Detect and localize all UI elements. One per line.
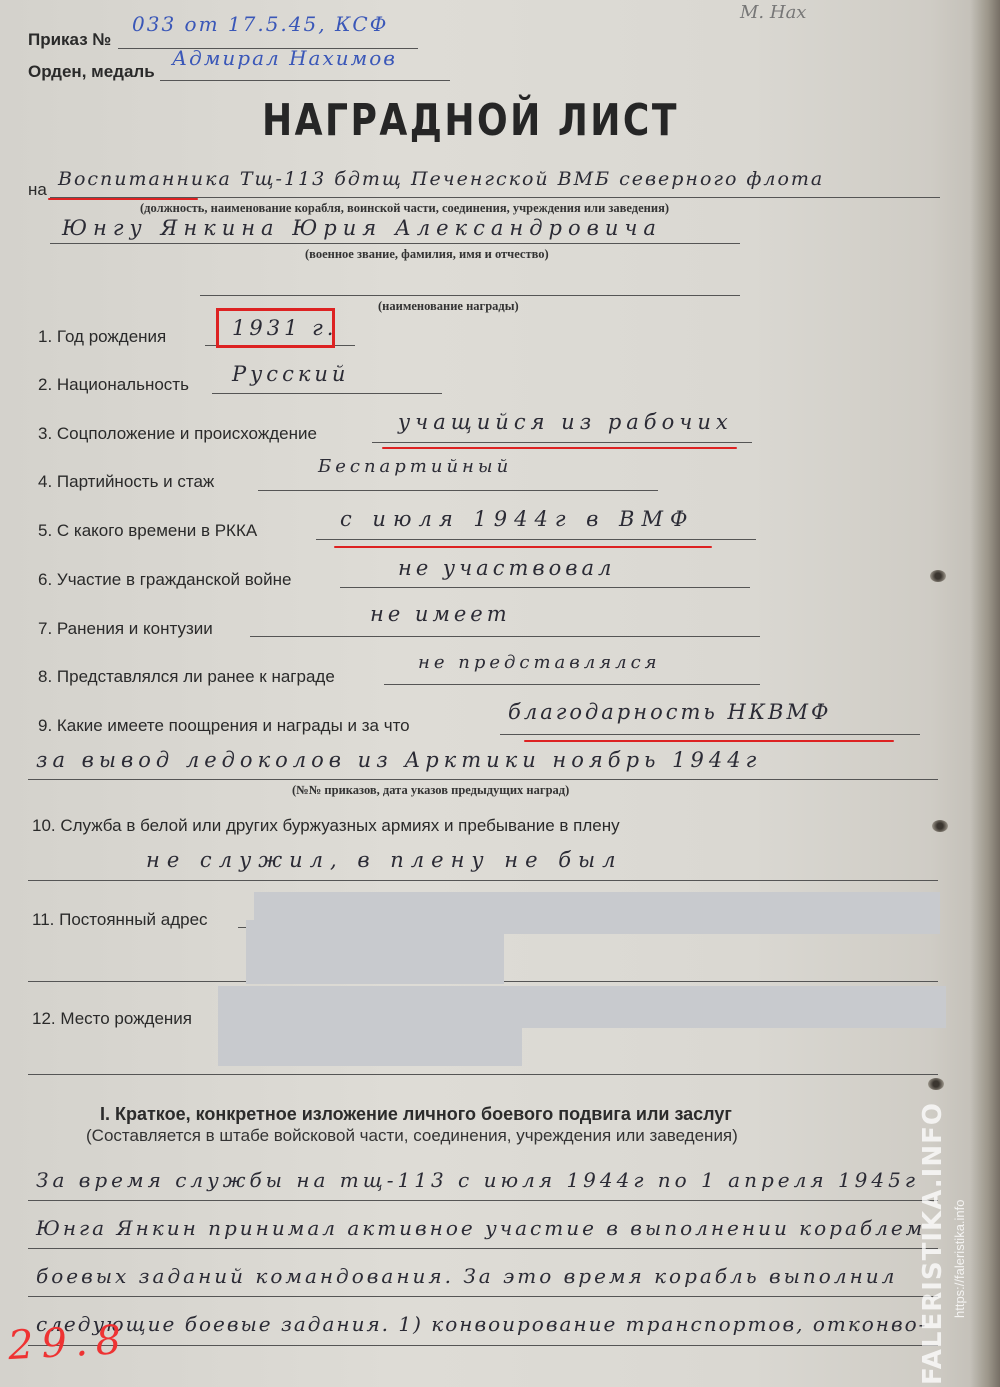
binding-hole	[930, 570, 946, 582]
field-value-rkka: с июля 1944г в ВМФ	[340, 507, 695, 531]
field-label-white-army: 10. Служба в белой или других буржуазных армиях и пребывание в плену	[32, 816, 620, 835]
recipient-on-label: на	[28, 180, 47, 199]
social-red-underline	[382, 447, 737, 449]
name-line	[50, 243, 740, 244]
field-value-civil-war: не участвовал	[398, 556, 616, 580]
order-value: 033 от 17.5.45, КСФ	[132, 12, 389, 36]
narrative-line-text: Юнга Янкин принимал активное участие в выполнении кораблем	[36, 1216, 926, 1240]
field-label-civil-war: 6. Участие в гражданской войне	[38, 570, 292, 589]
unit-value: Воспитанника Тщ-113 бдтщ Печенгской ВМБ северного флота	[58, 168, 825, 190]
commendations-red-underline	[524, 740, 894, 742]
corner-pencil-note: М. Нах	[740, 2, 807, 23]
narrative-line	[28, 1200, 938, 1201]
award-line	[200, 295, 740, 296]
field-line	[212, 393, 442, 394]
field-line	[28, 779, 938, 780]
margin-red-note: 29.8	[6, 1316, 131, 1370]
field-label-prev-award: 8. Представлялся ли ранее к награде	[38, 667, 335, 686]
unit-red-underline	[48, 198, 198, 200]
unit-caption: (должность, наименование корабля, воинской части, соединения, учреждения или заведения)	[140, 201, 670, 215]
field-line	[500, 734, 920, 735]
binding-hole	[928, 1078, 944, 1090]
medal-line	[160, 80, 450, 81]
field-value-social: учащийся из рабочих	[398, 410, 733, 434]
field-line	[250, 636, 760, 637]
narrative-line-text: За время службы на тщ-113 с июля 1944г по 1 апреля 1945г	[36, 1168, 919, 1192]
recipient-name: Юнгу Янкина Юрия Александровича	[62, 216, 662, 240]
field-value-prev-award: не представлялся	[418, 652, 661, 673]
field-label-birthplace: 12. Место рождения	[32, 1009, 192, 1028]
field-label-wounds: 7. Ранения и контузии	[38, 619, 213, 638]
field-label-rkka: 5. С какого времени в РККА	[38, 521, 258, 540]
narrative-line-text: боевых заданий командования. За это время корабль выполнил	[36, 1264, 898, 1288]
watermark-url: https://faleristika.info	[952, 1199, 967, 1318]
field-label-nationality: 2. Национальность	[38, 375, 189, 394]
rkka-red-underline	[334, 546, 712, 548]
narrative-line-text: следующие боевые задания. 1) конвоирование транспортов, отконво-	[36, 1312, 928, 1336]
medal-value: Адмирал Нахимов	[172, 46, 397, 70]
field-label-address: 11. Постоянный адрес	[32, 910, 208, 929]
redaction-block	[246, 920, 504, 984]
medal-label: Орден, медаль	[28, 62, 155, 81]
field-line	[340, 587, 750, 588]
field-line	[384, 684, 760, 685]
award-caption: (наименование награды)	[378, 299, 519, 313]
field-line	[28, 1074, 938, 1075]
binding-hole	[932, 820, 948, 832]
field-value-commendations: благодарность НКВМФ	[508, 700, 832, 724]
field-value-birth-year: 1931 г.	[232, 316, 338, 340]
field-label-party: 4. Партийность и стаж	[38, 472, 215, 491]
redaction-block	[218, 1026, 522, 1066]
field-line	[316, 539, 756, 540]
field-value-wounds: не имеет	[370, 602, 511, 626]
field-value-nationality: Русский	[232, 362, 350, 386]
narrative-line	[28, 1345, 938, 1346]
field-commendations-cont: за вывод ледоколов из Арктики ноябрь 1944г	[36, 748, 762, 772]
birth-year-red-box	[216, 308, 338, 348]
watermark-brand: FALERISTIKA.INFO	[918, 1102, 948, 1385]
narrative-line	[28, 1296, 938, 1297]
field-value-white-army: не служил, в плену не был	[146, 848, 623, 872]
field-label-commendations: 9. Какие имеете поощрения и награды и за что	[38, 716, 410, 735]
field-line	[372, 442, 752, 443]
narrative-line	[28, 1248, 938, 1249]
section-title: I. Краткое, конкретное изложение личного боевого подвига или заслуг	[100, 1104, 732, 1124]
commendations-caption: (№№ приказов, дата указов предыдущих наград)	[292, 783, 570, 797]
field-label-birth-year: 1. Год рождения	[38, 327, 167, 346]
name-caption: (военное звание, фамилия, имя и отчество)	[305, 247, 549, 261]
field-label-social: 3. Соцположение и происхождение	[38, 424, 317, 443]
field-line	[28, 880, 938, 881]
paper-edge-shadow	[970, 0, 1000, 1387]
redaction-block	[218, 986, 946, 1028]
field-line	[258, 490, 658, 491]
field-value-party: Беспартийный	[318, 456, 513, 477]
order-label: Приказ №	[28, 30, 112, 49]
document-title: НАГРАДНОЙ ЛИСТ	[262, 95, 679, 146]
section-subtitle: (Составляется в штабе войсковой части, соединения, учреждения или заведения)	[86, 1126, 738, 1145]
